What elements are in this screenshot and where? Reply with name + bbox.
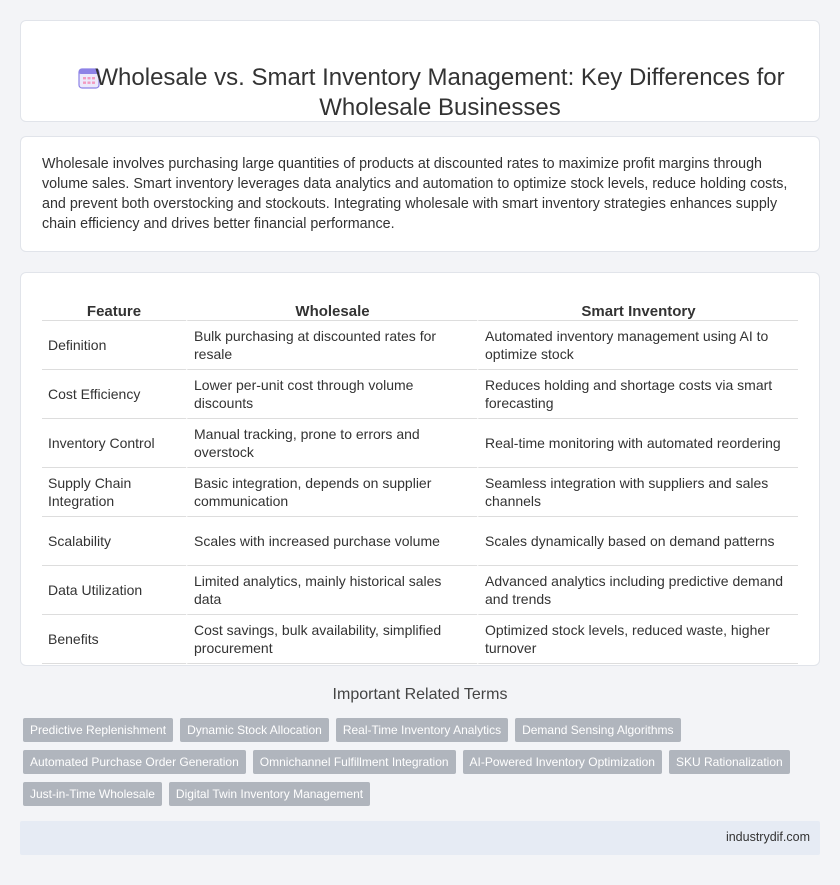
related-term-tag[interactable]: Digital Twin Inventory Management	[169, 782, 370, 806]
table-row	[42, 468, 798, 517]
feature-cell: Supply Chain Integration	[42, 468, 186, 517]
page-title: Wholesale vs. Smart Inventory Management: Key Differences for Wholesale Businesses	[95, 64, 785, 121]
comparison-card	[20, 272, 820, 666]
table-row	[42, 615, 798, 664]
wholesale-cell: Limited analytics, mainly historical sales data	[186, 566, 477, 615]
table-row	[42, 419, 798, 468]
smart-inventory-cell: Reduces holding and shortage costs via smart forecasting	[477, 370, 798, 419]
wholesale-cell: Bulk purchasing at discounted rates for resale	[186, 321, 477, 370]
related-term-tag[interactable]: AI-Powered Inventory Optimization	[463, 750, 662, 774]
header-feature: Feature	[42, 295, 186, 321]
feature-cell: Cost Efficiency	[42, 370, 186, 419]
wholesale-cell: Basic integration, depends on supplier communication	[186, 468, 477, 517]
related-term-tag[interactable]: Real-Time Inventory Analytics	[336, 718, 508, 742]
related-term-tag[interactable]: Demand Sensing Algorithms	[515, 718, 680, 742]
comparison-table	[42, 295, 798, 664]
related-term-tag[interactable]: Automated Purchase Order Generation	[23, 750, 246, 774]
smart-inventory-cell: Seamless integration with suppliers and sales channels	[477, 468, 798, 517]
table-row	[42, 370, 798, 419]
feature-cell: Definition	[42, 321, 186, 370]
table-row	[42, 566, 798, 615]
header-wholesale: Wholesale	[186, 295, 477, 321]
tag-row	[23, 718, 803, 742]
related-term-tag[interactable]: SKU Rationalization	[669, 750, 790, 774]
table-header-row	[42, 295, 798, 321]
table-row	[42, 321, 798, 370]
feature-cell: Benefits	[42, 615, 186, 664]
related-term-tag[interactable]: Omnichannel Fulfillment Integration	[253, 750, 456, 774]
header-smart-inventory: Smart Inventory	[477, 295, 798, 321]
tag-row	[23, 782, 803, 806]
title-card	[20, 20, 820, 122]
wholesale-cell: Cost savings, bulk availability, simplified procurement	[186, 615, 477, 664]
intro-card	[20, 136, 820, 252]
tag-row	[23, 750, 803, 774]
related-term-tag[interactable]: Predictive Replenishment	[23, 718, 173, 742]
footer	[20, 821, 820, 855]
footer-site-name[interactable]: industrydif.com	[725, 830, 810, 844]
related-term-tag[interactable]: Dynamic Stock Allocation	[180, 718, 329, 742]
related-terms-title: Important Related Terms	[332, 686, 508, 703]
smart-inventory-cell: Scales dynamically based on demand patterns	[477, 517, 798, 566]
smart-inventory-cell: Advanced analytics including predictive demand and trends	[477, 566, 798, 615]
feature-cell: Scalability	[42, 517, 186, 566]
intro-paragraph: Wholesale involves purchasing large quantities of products at discounted rates to maximize profit margins through volume sales. Smart inventory leverages data analytics and automation to optimize stock levels, reduce holding costs, and prevent both overstocking and stockouts. Integrating wholesale with smart inventory strategies enhances supply chain efficiency and drives better financial performance.	[42, 156, 788, 232]
wholesale-cell: Lower per-unit cost through volume discounts	[186, 370, 477, 419]
related-term-tag[interactable]: Just-in-Time Wholesale	[23, 782, 162, 806]
wholesale-cell: Manual tracking, prone to errors and overstock	[186, 419, 477, 468]
smart-inventory-cell: Real-time monitoring with automated reordering	[477, 419, 798, 468]
feature-cell: Inventory Control	[42, 419, 186, 468]
feature-cell: Data Utilization	[42, 566, 186, 615]
smart-inventory-cell: Optimized stock levels, reduced waste, higher turnover	[477, 615, 798, 664]
wholesale-cell: Scales with increased purchase volume	[186, 517, 477, 566]
related-terms-tags	[23, 718, 803, 814]
smart-inventory-cell: Automated inventory management using AI to optimize stock	[477, 321, 798, 370]
table-row	[42, 517, 798, 566]
